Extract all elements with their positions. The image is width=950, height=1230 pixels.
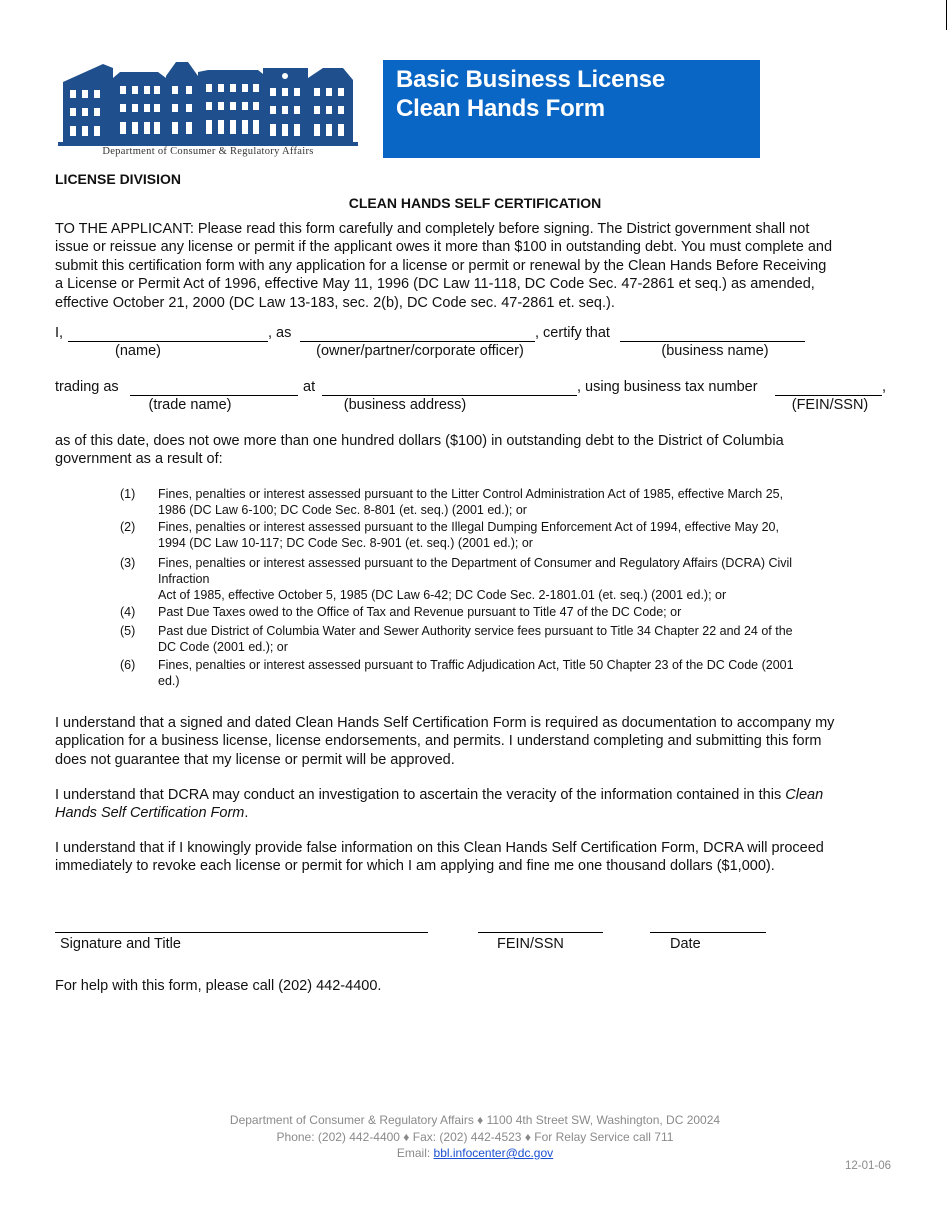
trade-name-label: (trade name) bbox=[148, 397, 232, 413]
help-text: For help with this form, please call (202) 442-4400. bbox=[55, 978, 382, 994]
list-item-line: Past Due Taxes owed to the Office of Tax and Revenue pursuant to Title 47 of the DC Code; or bbox=[158, 605, 682, 619]
paragraph-line: application for a business license, license endorsements, and permits. I understand completing and submitting this form bbox=[55, 733, 822, 750]
list-item-line: DC Code (2001 ed.); or bbox=[158, 640, 288, 654]
form-name-italic: Clean bbox=[785, 787, 824, 803]
list-item-text bbox=[158, 604, 878, 620]
trading-prefix: trading as bbox=[55, 379, 119, 395]
owe-paragraph bbox=[55, 432, 885, 469]
list-item-text bbox=[158, 657, 878, 689]
understand-paragraph-3 bbox=[55, 839, 885, 876]
list-item-line: Fines, penalties or interest assessed pursuant to the Department of Consumer and Regulatory Affairs (DCRA) Civil bbox=[158, 556, 793, 570]
list-item-line: Fines, penalties or interest assessed pursuant to Traffic Adjudication Act, Title 50 Chapter 23 of the DC Code (2001 bbox=[158, 658, 794, 672]
signature-label: Signature and Title bbox=[60, 936, 181, 952]
business-address-label: (business address) bbox=[343, 397, 467, 413]
form-version-code: 12-01-06 bbox=[845, 1160, 892, 1172]
certify-prefix: I, bbox=[55, 325, 64, 341]
list-item-text bbox=[158, 519, 878, 551]
signature-field[interactable] bbox=[55, 932, 428, 933]
footer-address: Department of Consumer & Regulatory Affairs ♦ 1100 4th Street SW, Washington, DC 20024 bbox=[229, 1113, 721, 1127]
trailing-comma: , bbox=[882, 379, 887, 395]
paragraph-line bbox=[55, 804, 885, 822]
list-item-number: (1) bbox=[120, 487, 136, 501]
list-item-text bbox=[158, 486, 878, 518]
list-item-number: (3) bbox=[120, 556, 136, 570]
intro-line: a License or Permit Act of 1996, effective May 11, 1996 (DC Law 11-118, DC Code Sec. 47-2861 et seq.) as amended, bbox=[55, 276, 815, 293]
list-item-line: Act of 1985, effective October 5, 1985 (DC Law 6-42; DC Code Sec. 2-1801.01 (et. seq.) (2001 ed.); or bbox=[158, 588, 727, 602]
form-title-box bbox=[383, 60, 760, 158]
list-item-line: Fines, penalties or interest assessed pursuant to the Illegal Dumping Enforcement Act of 1994, effective May 20, bbox=[158, 520, 779, 534]
list-item-number: (6) bbox=[120, 658, 136, 672]
paragraph-line: I understand that if I knowingly provide false information on this Clean Hands Self Certification Form, DCRA will proceed bbox=[55, 840, 824, 856]
footer-email-label: Email: bbox=[396, 1146, 434, 1160]
date-label: Date bbox=[670, 936, 701, 952]
officer-label: (owner/partner/corporate officer) bbox=[316, 343, 524, 359]
paragraph-text: . bbox=[244, 805, 249, 822]
owe-line: government as a result of: bbox=[55, 451, 223, 468]
signature-fein-field[interactable] bbox=[478, 932, 603, 933]
logo-caption: Department of Consumer & Regulatory Affairs bbox=[102, 146, 314, 157]
section-heading: CLEAN HANDS SELF CERTIFICATION bbox=[348, 195, 602, 211]
page-edge-rule bbox=[946, 0, 947, 30]
business-name-label: (business name) bbox=[661, 343, 769, 359]
signature-fein-label: FEIN/SSN bbox=[497, 936, 564, 952]
understand-paragraph-1 bbox=[55, 714, 885, 769]
form-title-line2: Clean Hands Form bbox=[396, 95, 605, 122]
name-field[interactable] bbox=[68, 327, 268, 342]
fein-label: (FEIN/SSN) bbox=[791, 397, 869, 413]
intro-line: issue or reissue any license or permit if the applicant owes it more than $100 in outstanding debt. You must complete and bbox=[55, 239, 833, 256]
list-item-text bbox=[158, 555, 878, 603]
form-name-italic: Hands Self Certification Form bbox=[55, 805, 245, 822]
understand-paragraph-2 bbox=[55, 786, 885, 823]
list-item-line: 1986 (DC Law 6-100; DC Code Sec. 8-801 (et. seq.) (2001 ed.); or bbox=[158, 503, 527, 517]
list-item-line: Infraction bbox=[158, 572, 210, 586]
paragraph-text: I understand that DCRA may conduct an investigation to ascertain the veracity of the information contained in this bbox=[55, 787, 786, 803]
list-item-number: (2) bbox=[120, 520, 136, 534]
fein-field[interactable] bbox=[775, 381, 882, 396]
business-name-field[interactable] bbox=[620, 327, 805, 342]
debt-list bbox=[120, 486, 880, 696]
list-item-line: Fines, penalties or interest assessed pursuant to the Litter Control Administration Act of 1985, effective March 25, bbox=[158, 487, 784, 501]
tax-text: , using business tax number bbox=[577, 379, 758, 395]
footer-email-row bbox=[0, 1146, 950, 1160]
as-text: , as bbox=[268, 325, 292, 341]
intro-line: TO THE APPLICANT: Please read this form carefully and completely before signing. The District government shall not bbox=[55, 221, 810, 237]
list-item-text bbox=[158, 623, 878, 655]
business-address-field[interactable] bbox=[322, 381, 577, 396]
trade-name-field[interactable] bbox=[130, 381, 298, 396]
paragraph-line: immediately to revoke each license or permit for which I am applying and fine me one thousand dollars ($1,000). bbox=[55, 858, 775, 875]
officer-field[interactable] bbox=[300, 327, 535, 342]
paragraph-line: I understand that a signed and dated Clean Hands Self Certification Form is required as documentation to accompany my bbox=[55, 715, 835, 731]
intro-paragraph bbox=[55, 220, 885, 312]
at-text: at bbox=[303, 379, 316, 395]
list-item-line: ed.) bbox=[158, 674, 180, 688]
division-heading: LICENSE DIVISION bbox=[55, 171, 182, 187]
footer-phone: Phone: (202) 442-4400 ♦ Fax: (202) 442-4523 ♦ For Relay Service call 711 bbox=[276, 1130, 674, 1144]
list-item-number: (4) bbox=[120, 605, 136, 619]
list-item-line: 1994 (DC Law 10-117; DC Code Sec. 8-901 (et. seq.) (2001 ed.); or bbox=[158, 536, 533, 550]
list-item-line: Past due District of Columbia Water and Sewer Authority service fees pursuant to Title 34 Chapter 22 and 24 of the bbox=[158, 624, 793, 638]
form-title-line1: Basic Business License bbox=[396, 66, 666, 93]
name-label: (name) bbox=[115, 343, 161, 359]
date-field[interactable] bbox=[650, 932, 766, 933]
list-item-number: (5) bbox=[120, 624, 136, 638]
paragraph-line: does not guarantee that my license or permit will be approved. bbox=[55, 751, 455, 768]
dcra-logo bbox=[58, 58, 358, 162]
email-link[interactable]: bbl.infocenter@dc.gov bbox=[433, 1146, 554, 1160]
intro-line: effective October 21, 2000 (DC Law 13-183, sec. 2(b), DC Code sec. 47-2861 et. seq.). bbox=[55, 294, 615, 311]
intro-line: submit this certification form with any application for a license or permit or renewal by the Clean Hands Before Receiving bbox=[55, 257, 827, 274]
certify-text: , certify that bbox=[535, 325, 610, 341]
building-skyline-icon bbox=[58, 58, 358, 146]
owe-line: as of this date, does not owe more than one hundred dollars ($100) in outstanding debt to the District of Columbia bbox=[55, 433, 784, 449]
paragraph-line bbox=[55, 786, 885, 804]
